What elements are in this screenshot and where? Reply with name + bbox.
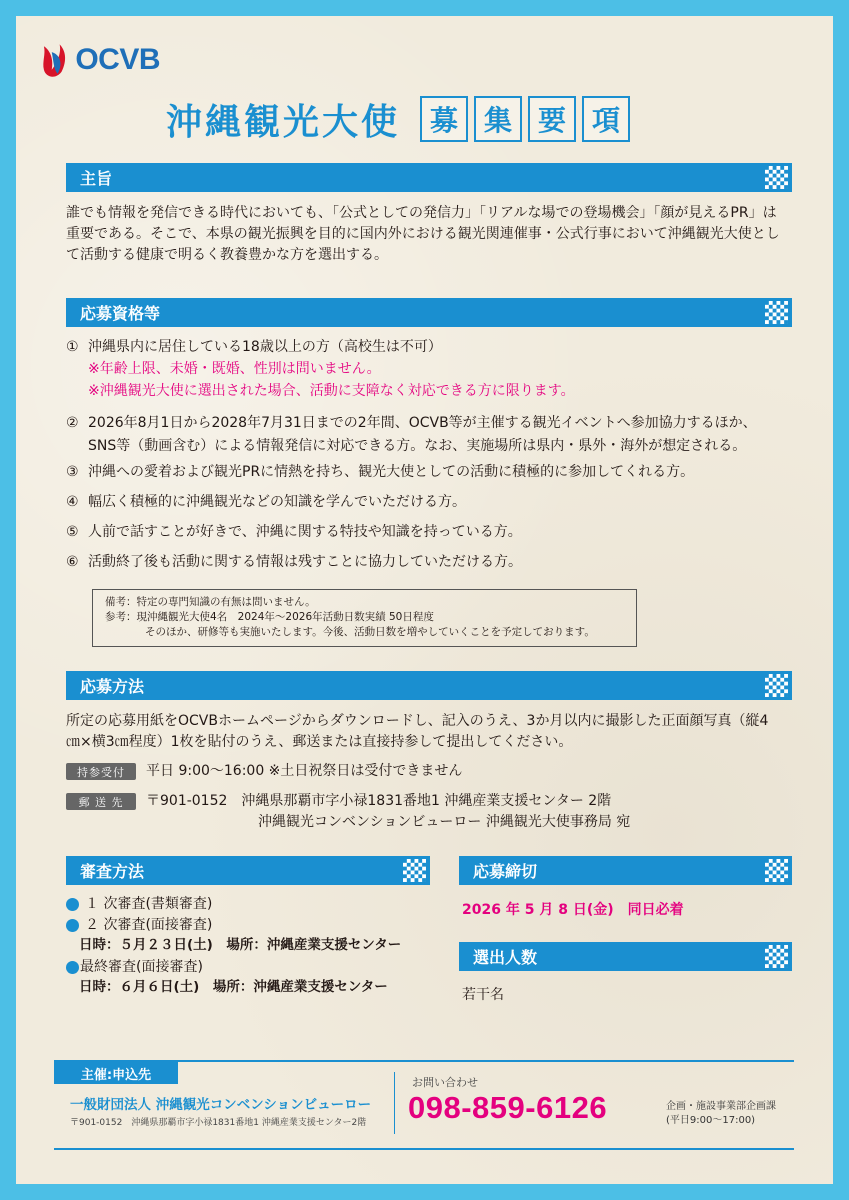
remarks-box — [92, 589, 637, 647]
count-text: 若干名 — [462, 987, 504, 1003]
title-box: 集 — [474, 96, 522, 142]
delivery-text: 平日 9:00～16:00 ※土日祝祭日は受付できません — [146, 763, 463, 779]
delivery-row — [66, 761, 462, 782]
item-text: 人前で話すことが好きで、沖縄に関する特技や知識を持っている方。 — [88, 524, 522, 540]
item-number: ④ — [66, 494, 79, 510]
checker-icon — [765, 301, 788, 324]
mail-badge: 郵 送 先 — [66, 793, 136, 810]
section-title: 主旨 — [80, 169, 113, 188]
dept-hours: (平日9:00～17:00) — [666, 1115, 756, 1126]
footer-divider — [394, 1072, 395, 1134]
qualification-note — [88, 381, 788, 402]
section-title: 応募締切 — [473, 862, 538, 881]
section-header-deadline — [459, 856, 792, 885]
text-line: ㎝×横3㎝程度）1枚を貼付のうえ、郵送または直接持参して提出してください。 — [66, 734, 573, 750]
footer-bottom-border — [54, 1148, 794, 1150]
screening-step — [66, 957, 446, 977]
step-text: ２ 次審査(面接審査) — [85, 917, 213, 933]
title-box: 要 — [528, 96, 576, 142]
remark-line: そのほか、研修等も実施いたします。今後、活動日数を増やしていくことを予定しております。 — [145, 626, 595, 638]
checker-icon — [765, 859, 788, 882]
deadline-date: 2026 年 5 月 8 日(金) 同日必着 — [462, 902, 684, 918]
organizer-address: 〒901-0152 沖縄県那覇市字小禄1831番地1 沖縄産業支援センター2階 — [70, 1118, 367, 1128]
item-number: ③ — [66, 464, 79, 480]
section-title: 応募方法 — [80, 677, 145, 696]
section-header-method — [66, 671, 792, 700]
screening-step — [66, 894, 446, 914]
section-title: 審査方法 — [80, 862, 145, 881]
screening-list — [66, 894, 446, 997]
checker-icon — [765, 166, 788, 189]
organizer-name: 一般財団法人 沖縄観光コンベンションビューロー — [70, 1097, 372, 1113]
qualification-item — [66, 492, 806, 513]
logo-text: OCVB — [75, 43, 160, 76]
page-title — [166, 92, 636, 146]
title-boxes — [420, 96, 636, 142]
item-text: 沖縄県内に居住している18歳以上の方（高校生は不可） — [88, 339, 442, 355]
screening-step — [66, 915, 446, 935]
qualification-item — [66, 413, 806, 457]
bullet-icon — [66, 961, 79, 974]
logo-mark-icon — [40, 40, 73, 80]
item-number: ② — [66, 415, 79, 431]
title-box: 項 — [582, 96, 630, 142]
title-box: 募 — [420, 96, 468, 142]
checker-icon — [765, 945, 788, 968]
bullet-icon — [66, 898, 79, 911]
step-detail: 日時：６月６日(土) 場所：沖縄産業支援センター — [79, 979, 388, 995]
title-main: 沖縄観光大使 — [166, 101, 401, 143]
mail-address: 〒901-0152 沖縄県那覇市字小禄1831番地1 沖縄産業支援センター 2階 — [146, 793, 612, 809]
checker-icon — [403, 859, 426, 882]
item-number: ⑥ — [66, 554, 79, 570]
qualification-item — [66, 337, 806, 358]
qualification-note — [88, 359, 788, 380]
item-text: 沖縄への愛着および観光PRに情熱を持ち、観光大使としての活動に積極的に参加してくれる方。 — [88, 464, 695, 480]
inquiry-phone[interactable]: 098-859-6126 — [408, 1090, 608, 1125]
text-line: て活動する健康で明るく教養豊かな方を選出する。 — [66, 247, 388, 263]
delivery-badge: 持参受付 — [66, 763, 136, 780]
qualification-item — [66, 522, 806, 543]
text-line: 重要である。そこで、本県の観光振興を目的に国内外における観光関連催事・公式行事において沖縄観光大使とし — [66, 226, 780, 242]
item-number: ① — [66, 339, 79, 355]
method-text — [66, 711, 806, 753]
purpose-text — [66, 203, 806, 266]
bullet-icon — [66, 919, 79, 932]
text-line: 誰でも情報を発信できる時代においても、「公式としての発信力」「リアルな場での登場機会」「顔が見えるPR」は — [66, 205, 777, 221]
note-text: ※年齢上限、未婚・既婚、性別は問いません。 — [88, 361, 381, 377]
item-text: 活動終了後も活動に関する情報は残すことに協力していただける方。 — [88, 554, 522, 570]
item-text: 2026年8月1日から2028年7月31日までの2年間、OCVB等が主催する観光イベントへ参加協力するほか、 — [88, 415, 757, 431]
section-title: 選出人数 — [473, 948, 538, 967]
inquiry-label: お問い合わせ — [412, 1076, 478, 1089]
step-text: １ 次審査(書類審査) — [85, 896, 213, 912]
checker-icon — [765, 674, 788, 697]
section-header-count — [459, 942, 792, 971]
item-number: ⑤ — [66, 524, 79, 540]
remark-line: 備考：特定の専門知識の有無は問いません。 — [105, 596, 316, 608]
qualification-item — [66, 462, 806, 483]
item-text: SNS等（動画含む）による情報発信に対応できる方。なお、実施場所は県内・県外・海外が想定される。 — [88, 438, 747, 454]
item-text: 幅広く積極的に沖縄観光などの知識を学んでいただける方。 — [88, 494, 466, 510]
section-header-purpose — [66, 163, 792, 192]
remark-line: 参考：現沖縄観光大使4名 2024年～2026年活動日数実績 50日程度 — [105, 611, 434, 623]
step-detail: 日時：５月２３日(土) 場所：沖縄産業支援センター — [79, 937, 402, 953]
section-header-qualifications — [66, 298, 792, 327]
mail-recipient: 沖縄観光コンベンションビューロー 沖縄観光大使事務局 宛 — [258, 814, 631, 830]
mail-row — [66, 791, 630, 833]
text-line: 所定の応募用紙をOCVBホームページからダウンロードし、記入のうえ、3か月以内に撮影した正面顔写真（縦4 — [66, 713, 769, 729]
section-title: 応募資格等 — [80, 304, 161, 323]
ocvb-logo — [40, 38, 160, 82]
inquiry-dept — [666, 1100, 776, 1128]
section-header-screening — [66, 856, 430, 885]
organizer-tag: 主催:申込先 — [54, 1062, 178, 1084]
step-text: 最終審査(面接審査) — [80, 959, 203, 975]
note-text: ※沖縄観光大使に選出された場合、活動に支障なく対応できる方に限ります。 — [88, 383, 575, 399]
dept-name: 企画・施設事業部企画課 — [666, 1101, 776, 1112]
qualification-item — [66, 552, 806, 573]
